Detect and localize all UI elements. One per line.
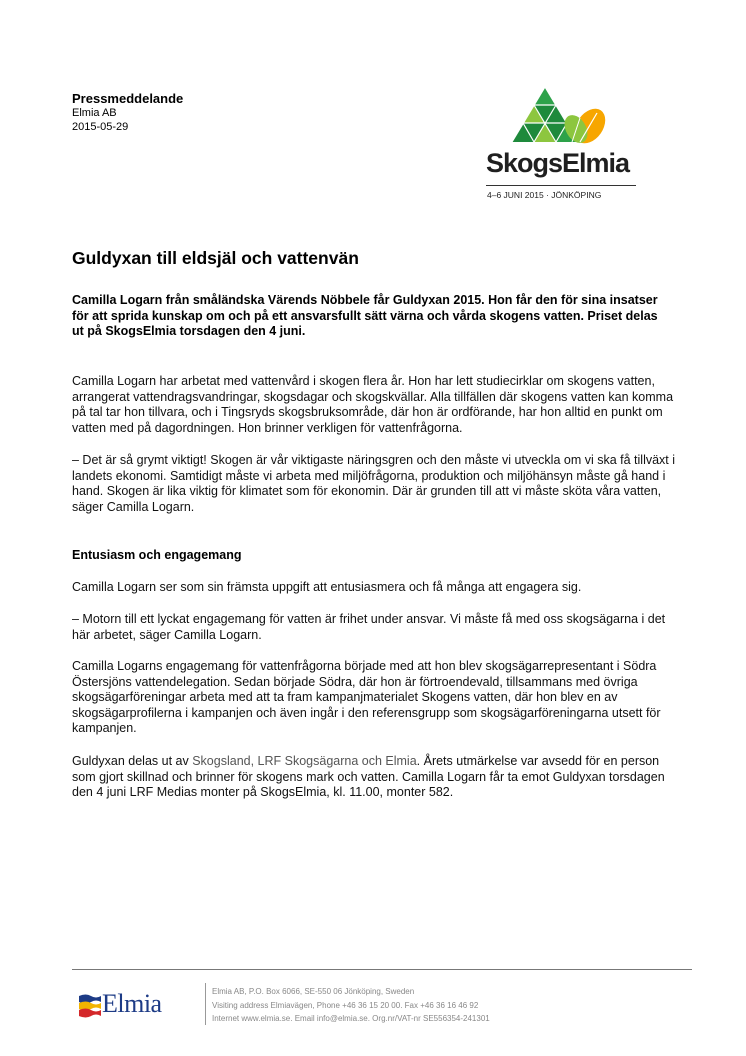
elmia-wordmark: Elmia: [102, 989, 162, 1018]
paragraph-1: Camilla Logarn har arbetat med vattenvård i skogen flera år. Hon har lett studiecirklar om skogens vatten, arrangerat vattendragsvandringar, skogsdagar och skogskvällar. Alla tillfällen där skogens vatten kan komma på tal tar hon tillvara, och i Tingsryds skogsbruksområde, där hon är ordförande, har hon alltid en punkt om vatten med på dagordningen. Hon brinner verkligen för vattenfrågorna.: [72, 374, 674, 435]
footer-address: Elmia AB, P.O. Box 6066, SE-550 06 Jönköping, Sweden: [212, 987, 415, 996]
footer-separator: [205, 983, 206, 1025]
skogselmia-logo: [484, 86, 654, 206]
paragraph-3: Camilla Logarn ser som sin främsta uppgift att entusiasmera och få många att engagera sig.: [72, 580, 582, 594]
document-type-label: Pressmeddelande: [72, 91, 184, 106]
article-lead: Camilla Logarn från småländska Värends Nöbbele får Guldyxan 2015. Hon får den för sina insatser för att sprida kunskap om och på ett ansvarsfullt sätt värna och vårda skogens vatten. Priset delas ut på SkogsElmia torsdagen den 4 juni.: [72, 293, 658, 338]
elmia-flag-icon: [78, 993, 102, 1019]
article-title: Guldyxan till eldsjäl och vattenvän: [72, 248, 359, 268]
paragraph-6-text-start: Guldyxan delas ut av: [72, 754, 193, 768]
event-date: 4–6 JUNI 2015 · JÖNKÖPING: [487, 190, 602, 200]
footer-web: Internet www.elmia.se. Email info@elmia.se. Org.nr/VAT-nr SE556354-241301: [212, 1014, 490, 1023]
company-name: Elmia AB: [72, 107, 117, 119]
logo-wordmark: SkogsElmia: [486, 148, 630, 178]
paragraph-5: Camilla Logarns engagemang för vattenfrågorna började med att hon blev skogsägarrepresentant i Södra Östersjöns vattendelegation. Sedan började Södra, där hon är förtroendevald, tillsammans med övriga skogsägarföreningar arbeta med att ta fram kampanjmaterialet Skogens vatten, där hon blev en av skogsägarprofilerna i kampanjen och även ingår i den referensgrupp som skogsägarföreningarna utsett för kampanjen.: [72, 659, 661, 735]
paragraph-2: – Det är så grymt viktigt! Skogen är vår viktigaste näringsgren och den måste vi utveckla om vi ska få tillväxt i landets ekonomi. Samtidigt måste vi arbeta med miljöfrågorna, produktion och miljöhänsyn måste gå hand i hand. Skogen är lika viktig för klimatet som för ekonomin. Där är grunden till att vi måste sköta våra vatten, säger Camilla Logarn.: [72, 453, 676, 514]
paragraph-6-text-end: . Årets utmärkelse var avsedd för en person som gjort skillnad och brinner för skogens mark och vatten. Camilla Logarn får ta emot Guldyxan torsdagen den 4 juni LRF Medias monter på SkogsElmia, kl. 11.00, monter 582.: [72, 754, 665, 799]
logo-divider: [486, 185, 636, 186]
elmia-logo: [78, 990, 188, 1020]
subheading: Entusiasm och engagemang: [72, 548, 242, 562]
release-date: 2015-05-29: [72, 121, 129, 133]
organizers-link[interactable]: Skogsland, LRF Skogsägarna och Elmia: [192, 754, 417, 768]
tree-triangles-icon: [484, 86, 654, 150]
footer-contact: Visiting address Elmiavägen, Phone +46 36 15 20 00. Fax +46 36 16 46 92: [212, 1001, 479, 1010]
paragraph-4: – Motorn till ett lyckat engagemang för vatten är frihet under ansvar. Vi måste få med oss skogsägarna i det här arbetet, säger Camilla Logarn.: [72, 612, 666, 642]
footer-divider: [72, 969, 692, 970]
paragraph-6: [72, 754, 682, 801]
